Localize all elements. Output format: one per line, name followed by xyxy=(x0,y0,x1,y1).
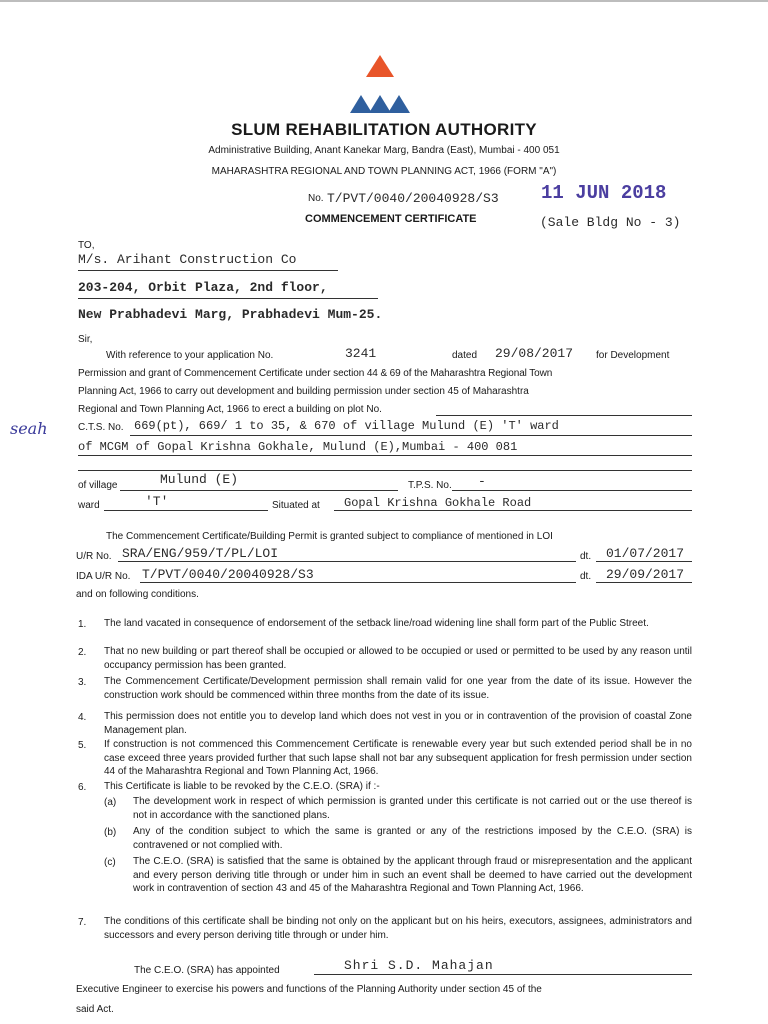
authority-address: Administrative Building, Anant Kanekar Marg, Bandra (East), Mumbai - 400 051 xyxy=(208,145,560,156)
permit-line: The Commencement Certificate/Building Permit is granted subject to compliance of mentioned in LOI xyxy=(106,531,553,542)
reference-prefix: With reference to your application No. xyxy=(106,350,274,361)
idaur-label: IDA U/R No. xyxy=(76,571,131,582)
reference-line3: Planning Act, 1966 to carry out development and building permission under section 45 of Maharashtra xyxy=(78,386,529,397)
ur-date: 01/07/2017 xyxy=(606,546,685,561)
blank-underline xyxy=(78,470,692,471)
scan-edge xyxy=(0,0,768,2)
appointee-name: Shri S.D. Mahajan xyxy=(344,958,494,973)
condition-number: 6. xyxy=(78,782,87,793)
cts-label: C.T.S. No. xyxy=(78,422,124,433)
addressee-name: M/s. Arihant Construction Co xyxy=(78,252,297,267)
condition-subnumber: (a) xyxy=(104,797,117,808)
ur-date-underline xyxy=(596,561,692,562)
sale-building-no: (Sale Bldg No - 3) xyxy=(540,215,681,230)
condition-text: The land vacated in consequence of endorsement of the setback line/road widening line shall form part of the Public Street. xyxy=(104,618,649,629)
appointee-underline xyxy=(314,974,692,975)
footer-line3: said Act. xyxy=(76,1004,114,1015)
addressee-line3: New Prabhadevi Marg, Prabhadevi Mum-25. xyxy=(78,307,383,322)
situated-value: Gopal Krishna Gokhale Road xyxy=(344,496,532,510)
village-value: Mulund (E) xyxy=(160,472,239,487)
ward-underline xyxy=(104,510,268,511)
tps-value: - xyxy=(478,474,486,489)
date-stamp: 11 JUN 2018 xyxy=(541,182,667,204)
condition-subnumber: (b) xyxy=(104,827,117,838)
tps-label: T.P.S. No. xyxy=(408,480,452,491)
tps-underline xyxy=(452,490,692,491)
reference-line4: Regional and Town Planning Act, 1966 to erect a building on plot No. xyxy=(78,404,382,415)
condition-number: 2. xyxy=(78,647,87,658)
ur-date-label: dt. xyxy=(580,551,592,562)
certificate-no: T/PVT/0040/20040928/S3 xyxy=(327,191,499,206)
idaur-value: T/PVT/0040/20040928/S3 xyxy=(142,567,314,582)
addressee-line2: 203-204, Orbit Plaza, 2nd floor, xyxy=(78,280,328,295)
condition-text: That no new building or part thereof shall be occupied or allowed to be occupied or used or permitted to be used by any reason until occupancy permission has been granted. xyxy=(104,646,692,671)
condition-text: The conditions of this certificate shall be binding not only on the applicant but on his heirs, executors, assignees, administrators and successors and every person deriving title through or under him. xyxy=(104,916,692,941)
condition-subtext: Any of the condition subject to which the same is granted or any of the restrictions imposed by the C.E.O. (SRA) is contravened or not complied with. xyxy=(133,826,692,851)
situated-label: Situated at xyxy=(272,500,320,511)
certificate-title: COMMENCEMENT CERTIFICATE xyxy=(305,213,477,225)
condition-text: The Commencement Certificate/Development permission shall remain valid for one year from the date of its issue. However the construction work should be commenced within three months from the date of its issue. xyxy=(104,676,692,701)
conditions-intro: and on following conditions. xyxy=(76,589,199,600)
condition-number: 3. xyxy=(78,677,87,688)
margin-note: seah xyxy=(10,419,48,438)
cts-underline xyxy=(78,455,692,456)
dated-label: dated xyxy=(452,350,478,361)
sra-logo xyxy=(340,55,420,117)
to-label: TO, xyxy=(78,240,95,251)
reference-suffix: for Development xyxy=(596,350,670,361)
addressee-underline xyxy=(78,298,378,299)
situated-underline xyxy=(334,510,692,511)
condition-number: 7. xyxy=(78,917,87,928)
condition-number: 5. xyxy=(78,740,87,751)
cts-value-line2: of MCGM of Gopal Krishna Gokhale, Mulund (E),Mumbai - 400 081 xyxy=(78,440,518,454)
idaur-date: 29/09/2017 xyxy=(606,567,685,582)
appointed-label: The C.E.O. (SRA) has appointed xyxy=(134,965,280,976)
condition-text: This Certificate is liable to be revoked by the C.E.O. (SRA) if :- xyxy=(104,781,380,792)
ward-value: 'T' xyxy=(145,494,169,509)
ur-label: U/R No. xyxy=(76,551,112,562)
reference-line2: Permission and grant of Commencement Certificate under section 44 & 69 of the Maharashtra Regional Town xyxy=(78,368,553,379)
condition-text: If construction is not commenced this Commencement Certificate is renewable every year but such extended period shall be in no case exceed three years provided further that such lapse shall not bar any subsequent application for fresh permission under section 44 of the Maharashtra Regional and Town Planning Act, 1966. xyxy=(104,739,692,777)
condition-subtext: The development work in respect of which permission is granted under this certificate is not carried out or the use thereof is not in accordance with the sanctioned plans. xyxy=(133,796,692,821)
village-underline xyxy=(120,490,398,491)
cts-underline xyxy=(130,435,692,436)
village-label: of village xyxy=(78,480,118,491)
condition-text: This permission does not entitle you to develop land which does not vest in you or in contravention of the provision of coastal Zone Management plan. xyxy=(104,711,692,736)
ur-value: SRA/ENG/959/T/PL/LOI xyxy=(122,546,279,561)
ward-label: ward xyxy=(78,500,100,511)
addressee-underline xyxy=(78,270,338,271)
footer-line2: Executive Engineer to exercise his powers and functions of the Planning Authority under section 45 of the xyxy=(76,984,542,995)
idaur-date-label: dt. xyxy=(580,571,592,582)
certificate-no-label: No. xyxy=(308,193,324,204)
idaur-underline xyxy=(140,582,576,583)
idaur-date-underline xyxy=(596,582,692,583)
salutation: Sir, xyxy=(78,334,93,345)
condition-number: 4. xyxy=(78,712,87,723)
ur-underline xyxy=(118,561,576,562)
cts-value: 669(pt), 669/ 1 to 35, & 670 of village Mulund (E) 'T' ward xyxy=(134,419,559,433)
condition-number: 1. xyxy=(78,619,87,630)
condition-subnumber: (c) xyxy=(104,857,116,868)
plot-no-underline xyxy=(436,415,692,416)
condition-subtext: The C.E.O. (SRA) is satisfied that the same is obtained by the applicant through fraud or misrepresentation and the applicant and every person deriving title through or under him in such an event shall be deemed to have carried out the development work in contravention of section 43 and 45 of the Maharashtra Regional and Town Planning Act, 1966. xyxy=(133,856,692,894)
act-reference: MAHARASHTRA REGIONAL AND TOWN PLANNING ACT, 1966 (FORM "A") xyxy=(211,166,557,177)
authority-title: SLUM REHABILITATION AUTHORITY xyxy=(231,120,537,139)
application-date: 29/08/2017 xyxy=(495,346,574,361)
application-no: 3241 xyxy=(345,346,377,361)
